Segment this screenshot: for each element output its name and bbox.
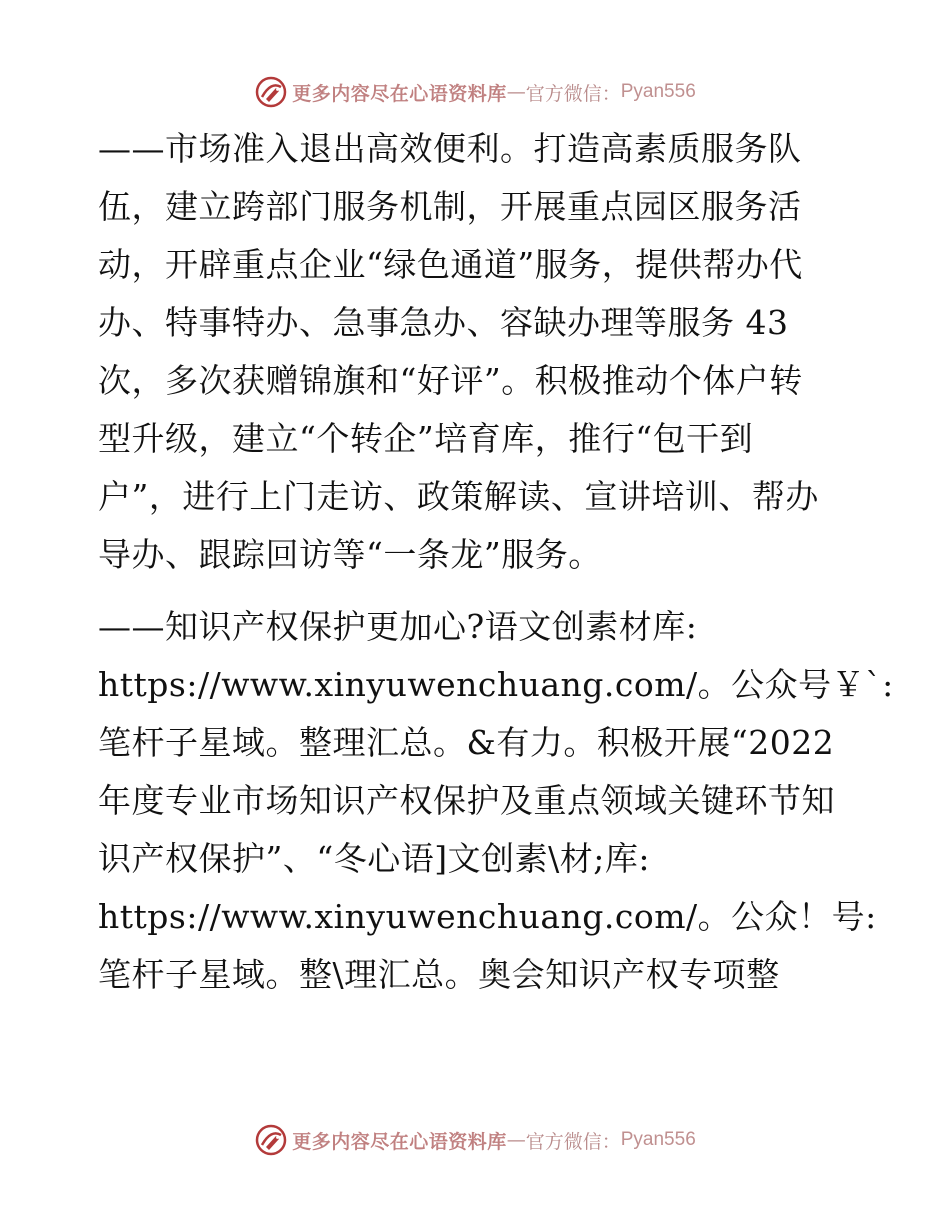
pen-nib-logo-icon bbox=[254, 75, 288, 109]
document-body bbox=[98, 120, 894, 1004]
text-line: 办、特事特办、急事急办、容缺办理等服务 43 bbox=[98, 303, 789, 342]
text-line: https://www.xinyuwenchuang.com/。公众号￥`: bbox=[98, 665, 894, 704]
text-line: 笔杆子星域。整\理汇总。奥会知识产权专项整 bbox=[98, 955, 780, 994]
paragraph-market-access bbox=[98, 120, 858, 584]
text-line: ——市场准入退出高效便利。打造高素质服务队 bbox=[98, 129, 802, 168]
pen-nib-logo-icon bbox=[254, 1123, 288, 1157]
header-banner bbox=[0, 72, 950, 112]
text-line: 动，开辟重点企业“绿色通道”服务，提供帮办代 bbox=[98, 245, 803, 284]
banner-wechat-id: Pyan556 bbox=[620, 1129, 696, 1150]
banner-wechat-label: 官方微信： bbox=[525, 82, 621, 105]
text-line: 次，多次获赠锦旗和“好评”。积极推动个体户转 bbox=[98, 361, 803, 400]
text-line: https://www.xinyuwenchuang.com/。公众！号: bbox=[98, 897, 877, 936]
text-line: 户”，进行上门走访、政策解读、宣讲培训、帮办 bbox=[98, 477, 819, 516]
text-line: 笔杆子星域。整理汇总。&有力。积极开展“2022 bbox=[98, 723, 835, 762]
banner-wechat-id: Pyan556 bbox=[620, 81, 696, 102]
paragraph-ip-protection bbox=[98, 598, 894, 1004]
banner-dash: — bbox=[506, 1129, 526, 1151]
banner-title: 更多内容尽在心语资料库 bbox=[292, 1130, 507, 1153]
banner-wechat-label: 官方微信： bbox=[525, 1130, 621, 1153]
paragraph-gap bbox=[98, 584, 858, 598]
text-line: 年度专业市场知识产权保护及重点领域关键环节知 bbox=[98, 781, 835, 820]
text-line: 识产权保护”、“冬心语]文创素\材;库: bbox=[98, 839, 650, 878]
text-line: 型升级，建立“个转企”培育库，推行“包干到 bbox=[98, 419, 754, 458]
text-line: ——知识产权保护更加心?语文创素材库: bbox=[98, 607, 698, 646]
text-line: 导办、跟踪回访等“一条龙”服务。 bbox=[98, 535, 602, 574]
text-line: 伍，建立跨部门服务机制，开展重点园区服务活 bbox=[98, 187, 802, 226]
footer-banner bbox=[0, 1120, 950, 1160]
banner-title: 更多内容尽在心语资料库 bbox=[292, 82, 507, 105]
banner-dash: — bbox=[506, 81, 526, 103]
